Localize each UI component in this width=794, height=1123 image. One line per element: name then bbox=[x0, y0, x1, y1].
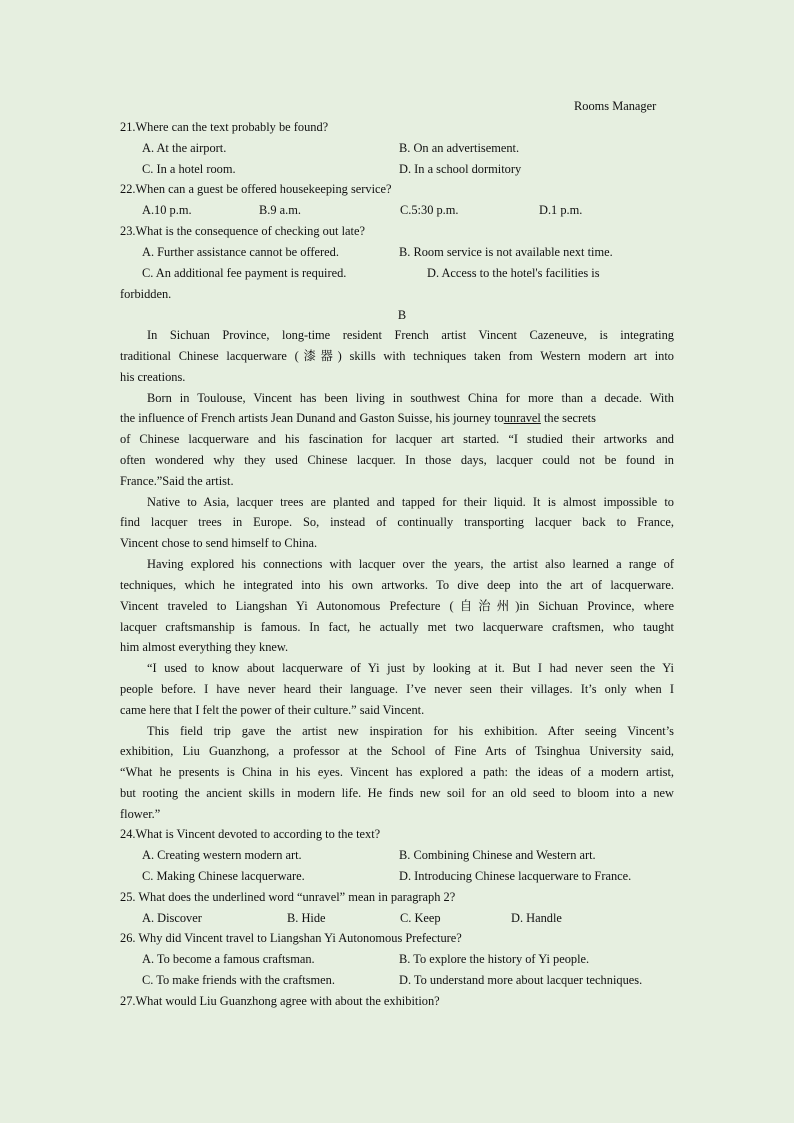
passage-line: France.”Said the artist. bbox=[120, 474, 234, 488]
passage-text: the influence of French artists Jean Dunand and Gaston Suisse, his journey to bbox=[120, 411, 504, 425]
question-22-options-row bbox=[120, 200, 674, 221]
passage-line: him almost everything they knew. bbox=[120, 640, 289, 654]
header-rooms-manager: Rooms Manager bbox=[574, 99, 657, 113]
question-22-option-c[interactable]: C.5:30 p.m. bbox=[400, 203, 459, 217]
question-25-option-c[interactable]: C. Keep bbox=[400, 911, 441, 925]
question-25-stem: 25. What does the underlined word “unravel” mean in paragraph 2? bbox=[120, 890, 456, 904]
question-24-options-row-1 bbox=[120, 845, 674, 866]
question-24-option-c[interactable]: C. Making Chinese lacquerware. bbox=[142, 869, 305, 883]
question-21-stem: 21.Where can the text probably be found? bbox=[120, 120, 329, 134]
question-22-stem: 22.When can a guest be offered housekeeping service? bbox=[120, 182, 392, 196]
passage-line: traditional Chinese lacquerware (漆器) skills with techniques taken from Western modern art into bbox=[120, 349, 674, 363]
question-24-options-row-2 bbox=[120, 866, 674, 887]
passage-line: Born in Toulouse, Vincent has been living in southwest China for more than a decade. With bbox=[147, 391, 674, 405]
question-23-option-d-continued: forbidden. bbox=[120, 287, 172, 301]
question-23-options-row-2 bbox=[120, 263, 674, 284]
question-25-option-a[interactable]: A. Discover bbox=[142, 911, 202, 925]
question-26-stem: 26. Why did Vincent travel to Liangshan Yi Autonomous Prefecture? bbox=[120, 931, 462, 945]
question-23-option-a[interactable]: A. Further assistance cannot be offered. bbox=[142, 245, 339, 259]
question-22-option-a[interactable]: A.10 p.m. bbox=[142, 203, 192, 217]
passage-line: often wondered why they used Chinese lacquer. In those days, lacquer could not be found in bbox=[120, 453, 674, 467]
passage-line: his creations. bbox=[120, 370, 186, 384]
passage-line: techniques, which he integrated into his own artworks. To dive deep into the art of lacquerware. bbox=[120, 578, 674, 592]
passage-line: people before. I have never heard their language. I’ve never seen their villages. It’s only when I bbox=[120, 682, 674, 696]
passage-line: Vincent traveled to Liangshan Yi Autonomous Prefecture (自治州)in Sichuan Province, where bbox=[120, 599, 674, 613]
question-25-option-b[interactable]: B. Hide bbox=[287, 911, 326, 925]
question-21-option-c[interactable]: C. In a hotel room. bbox=[142, 162, 236, 176]
section-b-label: B bbox=[397, 308, 407, 322]
passage-line: lacquer craftsmanship is famous. In fact, he actually met two lacquerware craftsmen, who taught bbox=[120, 620, 674, 634]
question-24-option-a[interactable]: A. Creating western modern art. bbox=[142, 848, 302, 862]
passage-text: the secrets bbox=[540, 411, 596, 425]
question-23-option-c[interactable]: C. An additional fee payment is required. bbox=[142, 266, 347, 280]
question-23-option-b[interactable]: B. Room service is not available next time. bbox=[399, 245, 613, 259]
question-26-options-row-2 bbox=[120, 970, 674, 991]
question-21-options-row-1 bbox=[120, 138, 674, 159]
question-24-option-d[interactable]: D. Introducing Chinese lacquerware to France. bbox=[399, 869, 632, 883]
question-27-stem: 27.What would Liu Guanzhong agree with about the exhibition? bbox=[120, 994, 440, 1008]
passage-line: exhibition, Liu Guanzhong, a professor at the School of Fine Arts of Tsinghua University said, bbox=[120, 744, 674, 758]
passage-line: In Sichuan Province, long-time resident French artist Vincent Cazeneuve, is integrating bbox=[147, 328, 674, 342]
question-26-options-row-1 bbox=[120, 949, 674, 970]
question-26-option-a[interactable]: A. To become a famous craftsman. bbox=[142, 952, 315, 966]
passage-line: This field trip gave the artist new inspiration for his exhibition. After seeing Vincent’s bbox=[147, 724, 674, 738]
question-23-options-row-1 bbox=[120, 242, 674, 263]
passage-line: “What he presents is China in his eyes. Vincent has explored a path: the ideas of a modern artist, bbox=[120, 765, 674, 779]
passage-line-with-underlined-word bbox=[120, 408, 674, 429]
question-22-option-b[interactable]: B.9 a.m. bbox=[259, 203, 301, 217]
question-24-option-b[interactable]: B. Combining Chinese and Western art. bbox=[399, 848, 596, 862]
question-26-option-d[interactable]: D. To understand more about lacquer techniques. bbox=[399, 973, 643, 987]
question-24-stem: 24.What is Vincent devoted to according to the text? bbox=[120, 827, 381, 841]
question-23-stem: 23.What is the consequence of checking out late? bbox=[120, 224, 365, 238]
question-22-option-d[interactable]: D.1 p.m. bbox=[539, 203, 583, 217]
passage-line: “I used to know about lacquerware of Yi just by looking at it. But I had never seen the Yi bbox=[147, 661, 674, 675]
question-21-option-d[interactable]: D. In a school dormitory bbox=[399, 162, 522, 176]
passage-line: of Chinese lacquerware and his fascination for lacquer art started. “I studied their artworks and bbox=[120, 432, 674, 446]
passage-line: but rooting the ancient skills in modern life. He finds new soil for an old seed to bloom into a new bbox=[120, 786, 674, 800]
passage-line: came here that I felt the power of their culture.” said Vincent. bbox=[120, 703, 425, 717]
underlined-word-unravel: unravel bbox=[503, 411, 541, 425]
question-26-option-b[interactable]: B. To explore the history of Yi people. bbox=[399, 952, 590, 966]
passage-line: flower.” bbox=[120, 807, 161, 821]
question-25-option-d[interactable]: D. Handle bbox=[511, 911, 562, 925]
passage-line: Having explored his connections with lacquer over the years, the artist also learned a range of bbox=[147, 557, 674, 571]
question-26-option-c[interactable]: C. To make friends with the craftsmen. bbox=[142, 973, 335, 987]
question-25-options-row bbox=[120, 908, 674, 929]
question-21-option-b[interactable]: B. On an advertisement. bbox=[399, 141, 520, 155]
passage-line: find lacquer trees in Europe. So, instead of continually transporting lacquer back to France, bbox=[120, 515, 674, 529]
question-21-options-row-2 bbox=[120, 159, 674, 180]
passage-line: Native to Asia, lacquer trees are planted and tapped for their liquid. It is almost impossible to bbox=[147, 495, 674, 509]
passage-line: Vincent chose to send himself to China. bbox=[120, 536, 318, 550]
question-23-option-d[interactable]: D. Access to the hotel's facilities is bbox=[427, 266, 600, 280]
question-21-option-a[interactable]: A. At the airport. bbox=[142, 141, 227, 155]
